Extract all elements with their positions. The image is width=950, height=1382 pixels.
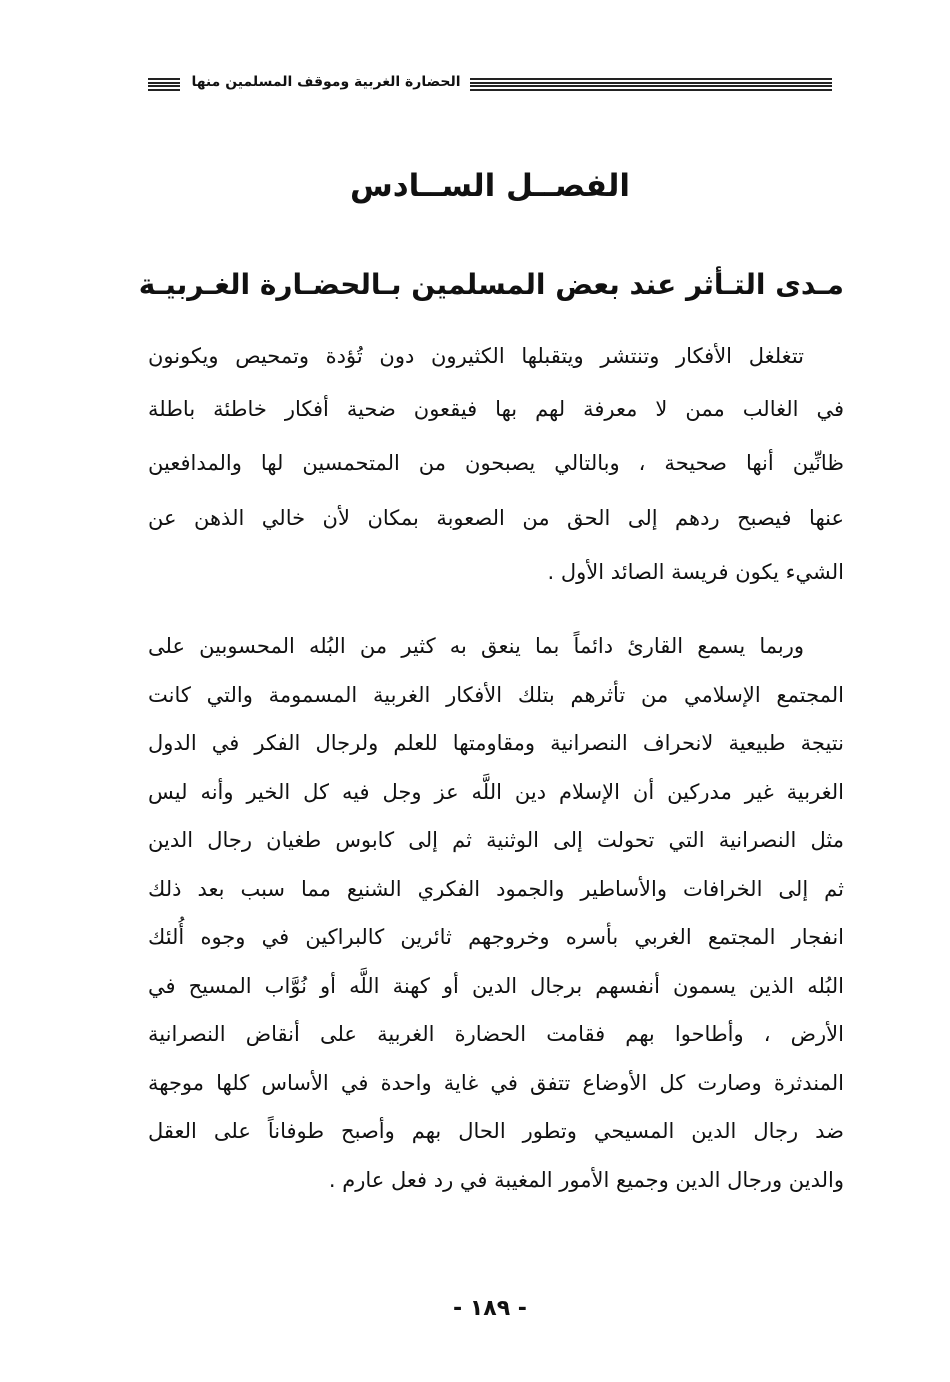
text-line: المجتمع الإسلامي من تأثرهم بتلك الأفكار الغربية المسمومة والتي كانت: [148, 683, 844, 707]
page-number: - ١٨٩ -: [453, 1296, 527, 1321]
text-line: ضد رجال الدين المسيحي وتطور الحال بهم وأصبح طوفاناً على العقل: [148, 1119, 844, 1143]
text-line: الشيء يكون فريسة الصائد الأول .: [547, 560, 844, 584]
text-line: ظانِّين أنها صحيحة ، وبالتالي يصبحون من المتحمسين لها والمدافعين: [148, 451, 844, 475]
text-line: البُله الذين يسمون أنفسهم برجال الدين أو كهنة اللَّه أو نُوَّاب المسيح في: [148, 974, 844, 998]
text-line: الأرض ، وأطاحوا بهم فقامت الحضارة الغربية على أنقاض النصرانية: [148, 1022, 844, 1046]
header-rule-left: [148, 78, 180, 91]
header-rule-right: [470, 78, 832, 91]
text-line: وربما يسمع القارئ دائماً بما ينعق به كثير من البُله المحسوبين على: [148, 634, 804, 658]
section-title: مـدى التـأثر عند بعض المسلمين بـالحضـارة الغـربيـة: [138, 268, 844, 301]
running-header: الحضارة الغربية وموقف المسلمين منها: [191, 74, 461, 90]
text-line: والدين ورجال الدين وجميع الأمور المغيبة في رد فعل عارم .: [328, 1168, 844, 1192]
text-line: انفجار المجتمع الغربي بأسره وخروجهم ثائرين كالبراكين في وجوه أُلئك: [148, 925, 844, 949]
text-line: الغربية غير مدركين أن الإسلام دين اللَّه عز وجل فيه كل الخير وأنه ليس: [148, 780, 844, 804]
text-line: ثم إلى الخرافات والأساطير والجمود الفكري الشنيع مما سبب بعد ذلك: [148, 877, 844, 901]
chapter-title: الفصــل الســادس: [349, 168, 631, 204]
text-line: نتيجة طبيعية لانحراف النصرانية ومقاومتها للعلم ولرجال الفكر في الدول: [148, 731, 844, 755]
text-line: المندثرة وصارت كل الأوضاع تتفق في غاية واحدة في الأساس كلها موجهة: [148, 1071, 844, 1095]
text-line: مثل النصرانية التي تحولت إلى الوثنية ثم إلى كابوس طغيان رجال الدين: [148, 828, 844, 852]
text-line: في الغالب ممن لا معرفة لهم بها فيقعون ضحية أفكار خاطئة باطلة: [148, 397, 844, 421]
text-line: عنها فيصبح ردهم إلى الحق من الصعوبة بمكان لأن خالي الذهن عن: [148, 506, 844, 530]
text-line: تتغلغل الأفكار وتنتشر ويتقبلها الكثيرون دون تُؤدة وتمحيص ويكونون: [148, 344, 804, 368]
